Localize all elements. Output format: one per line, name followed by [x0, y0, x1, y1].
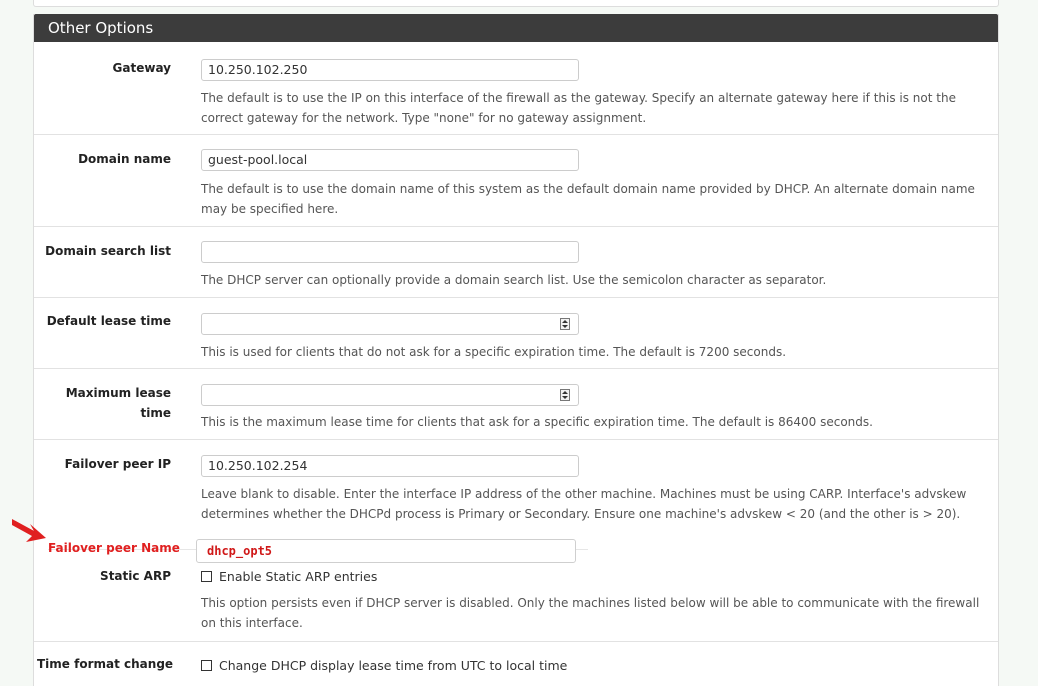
failover-name-label: Failover peer Name	[48, 541, 180, 555]
domain-search-help: The DHCP server can optionally provide a domain search list. Use the semicolon character as separator.	[201, 273, 827, 287]
row-domain-name	[34, 135, 998, 227]
spinner-icon[interactable]	[560, 318, 570, 330]
default-lease-input[interactable]	[201, 313, 579, 335]
row-failover-ip	[34, 440, 998, 540]
time-format-label: Time format change	[37, 657, 174, 671]
failover-name-input[interactable]: dhcp_opt5	[196, 539, 576, 563]
domain-name-help: The default is to use the domain name of this system as the default domain name provided by DHCP. An alternate domain name may be specified here.	[201, 182, 975, 216]
previous-panel-edge	[33, 0, 999, 7]
row-max-lease	[34, 369, 998, 440]
static-arp-label: Static ARP	[100, 569, 171, 583]
static-arp-checkbox-label: Enable Static ARP entries	[219, 569, 378, 584]
max-lease-input[interactable]	[201, 384, 579, 406]
row-default-lease	[34, 298, 998, 369]
spinner-icon[interactable]	[560, 389, 570, 401]
domain-search-label: Domain search list	[45, 244, 171, 258]
domain-search-input[interactable]	[201, 241, 579, 263]
failover-ip-label: Failover peer IP	[64, 457, 171, 471]
other-options-panel	[33, 14, 999, 686]
red-arrow-icon	[10, 516, 50, 548]
time-format-checkbox[interactable]	[201, 660, 212, 671]
gateway-help: The default is to use the IP on this interface of the firewall as the gateway. Specify an alternate gateway here if this is not the correct gateway for the network. Type "none" for no gateway assignment.	[201, 91, 956, 125]
row-gateway	[34, 42, 998, 135]
gateway-input[interactable]: 10.250.102.250	[201, 59, 579, 81]
static-arp-help: This option persists even if DHCP server is disabled. Only the machines listed below will be able to communicate with the firewall on this interface.	[201, 596, 980, 630]
panel-title: Other Options	[34, 14, 998, 42]
max-lease-label-line1: Maximum lease	[65, 386, 171, 400]
domain-name-input[interactable]: guest-pool.local	[201, 149, 579, 171]
time-format-checkbox-label: Change DHCP display lease time from UTC to local time	[219, 658, 568, 673]
row-domain-search	[34, 227, 998, 298]
max-lease-help: This is the maximum lease time for clients that ask for a specific expiration time. The default is 86400 seconds.	[201, 415, 873, 429]
row-time-format	[34, 642, 998, 682]
static-arp-option[interactable]	[201, 569, 377, 585]
default-lease-label: Default lease time	[46, 314, 171, 328]
max-lease-label-line2: time	[140, 406, 171, 420]
failover-ip-help: Leave blank to disable. Enter the interface IP address of the other machine. Machines must be using CARP. Interface's advskew determines whether the DHCPd process is Primary or Secondary. Ensure one machine's advskew < 20 (and the other is > 20).	[201, 487, 967, 521]
row-static-arp	[34, 551, 998, 642]
static-arp-checkbox[interactable]	[201, 571, 212, 582]
time-format-option[interactable]	[201, 658, 567, 674]
max-lease-label	[36, 383, 171, 423]
gateway-label: Gateway	[112, 61, 171, 75]
failover-ip-input[interactable]: 10.250.102.254	[201, 455, 579, 477]
default-lease-help: This is used for clients that do not ask for a specific expiration time. The default is 7200 seconds.	[201, 345, 787, 359]
domain-name-label: Domain name	[78, 152, 171, 166]
